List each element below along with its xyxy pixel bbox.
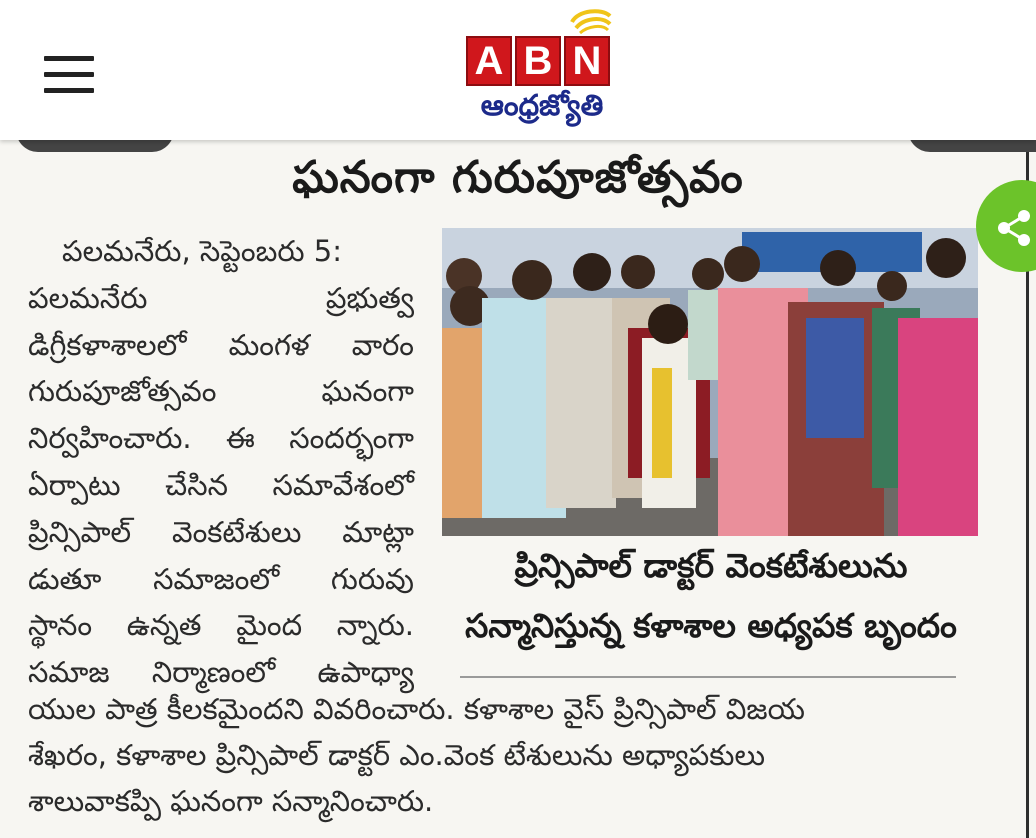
- photo-illustration: [442, 228, 978, 536]
- photo-caption-line: ప్రిన్సిపాల్ డాక్టర్ వెంకటేశులును: [514, 546, 908, 585]
- article-line: డుతూ సమాజంలో గురువు: [28, 561, 414, 596]
- logo-subtitle: ఆంధ్రజ్యోతి: [480, 88, 604, 122]
- article-line: డిగ్రీకళాశాలలో మంగళ వారం: [28, 327, 414, 362]
- logo-letter: N: [564, 36, 610, 86]
- article-headline: ఘనంగా గురుపూజోత్సవం: [292, 152, 744, 203]
- article-line: నిర్వహించారు. ఈ సందర్భంగా: [28, 421, 414, 456]
- logo-letters: [466, 36, 610, 86]
- logo-letter: B: [515, 36, 561, 86]
- article-line: పలమనేరు ప్రభుత్వ: [28, 280, 414, 315]
- article-line: ఏర్పాటు చేసిన సమావేశంలో: [28, 467, 414, 502]
- hamburger-menu-icon[interactable]: [44, 56, 96, 96]
- article-line: శాలువాకప్పి ఘనంగా సన్మానించారు.: [28, 784, 434, 818]
- article-photo: [442, 228, 978, 536]
- article-body-column: [28, 228, 414, 696]
- article-line: సమాజ నిర్మాణంలో ఉపాధ్యా: [28, 655, 414, 690]
- logo-swirl-icon: [568, 8, 614, 34]
- abn-logo[interactable]: [462, 8, 622, 130]
- article-line: పలమనేరు, సెప్టెంబరు 5:: [62, 234, 342, 268]
- photo-caption-line: సన్మానిస్తున్న కళాశాల అధ్యపక బృందం: [465, 606, 957, 645]
- app-header: [0, 0, 1036, 140]
- article-line: యుల పాత్ర కీలకమైందని వివరించారు. కళాశాల వైస్ ప్రిన్సిపాల్ విజయ: [28, 692, 805, 726]
- article-line: శేఖరం, కళాశాల ప్రిన్సిపాల్ డాక్టర్ ఎం.వెంక టేశులును అధ్యాపకులు: [28, 738, 766, 772]
- share-icon: [994, 208, 1034, 248]
- logo-letter: A: [466, 36, 512, 86]
- article-line: ప్రిన్సిపాల్ వెంకటేశులు మాట్లా: [28, 514, 414, 549]
- caption-divider: [460, 676, 956, 678]
- article-line: గురుపూజోత్సవం ఘనంగా: [28, 374, 414, 409]
- article-line: స్థానం ఉన్నత మైంద న్నారు.: [28, 608, 414, 643]
